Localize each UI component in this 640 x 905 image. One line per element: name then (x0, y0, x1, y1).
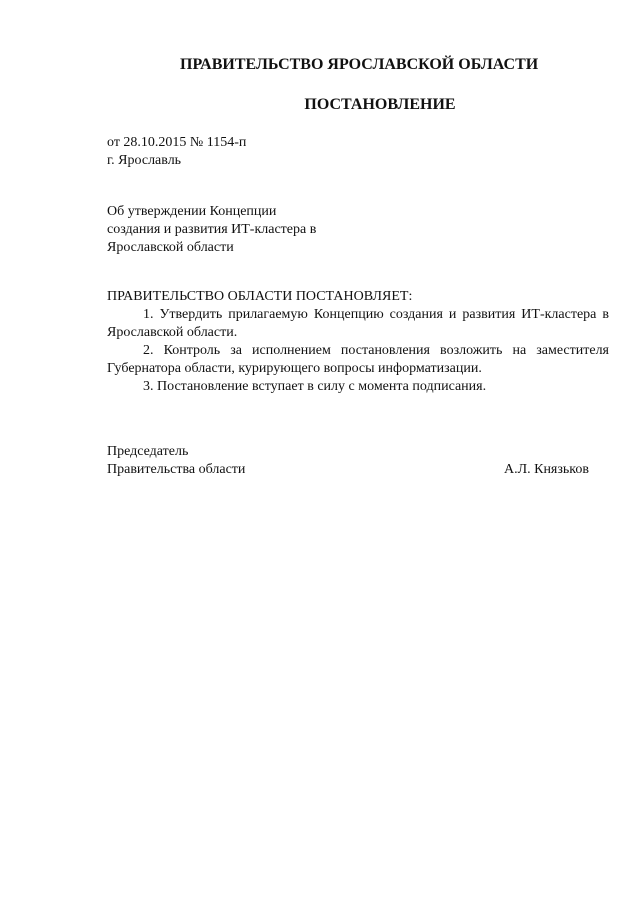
government-title: ПРАВИТЕЛЬСТВО ЯРОСЛАВСКОЙ ОБЛАСТИ (180, 56, 539, 73)
subject-line: Ярославской области (107, 240, 234, 255)
document-subject (107, 203, 316, 257)
document-meta (107, 134, 246, 170)
clause-3: 3. Постановление вступает в силу с момента подписания. (143, 379, 487, 394)
preamble: ПРАВИТЕЛЬСТВО ОБЛАСТИ ПОСТАНОВЛЯЕТ: (107, 289, 413, 304)
signatory-name: А.Л. Князьков (504, 462, 589, 477)
clause-1: 1. Утвердить прилагаемую Концепцию создания и развития ИТ-кластера в Ярославской области. (107, 307, 609, 340)
document-type-title: ПОСТАНОВЛЕНИЕ (304, 96, 456, 113)
signatory-position: Председатель (107, 444, 189, 459)
clause-2: 2. Контроль за исполнением постановления возложить на заместителя Губернатора области, курирующего вопросы информатизации. (107, 343, 609, 376)
signature-block (107, 443, 589, 479)
signatory-position: Правительства области (107, 462, 246, 477)
document-body (107, 288, 609, 396)
subject-line: Об утверждении Концепции (107, 204, 277, 219)
place: г. Ярославль (107, 153, 182, 168)
subject-line: создания и развития ИТ-кластера в (107, 222, 317, 237)
date-and-number: от 28.10.2015 № 1154-п (107, 135, 247, 150)
